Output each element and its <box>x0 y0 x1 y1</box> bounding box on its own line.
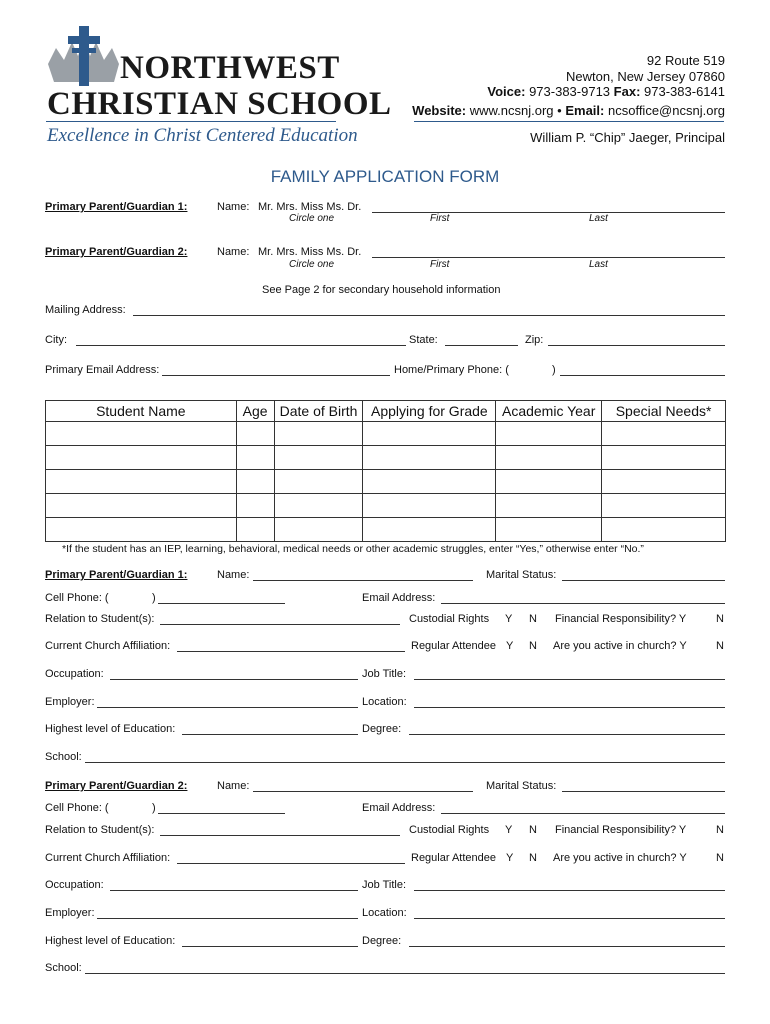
table-cell[interactable] <box>602 422 726 446</box>
address-line2: Newton, New Jersey 07860 <box>566 69 725 84</box>
church-field[interactable] <box>177 651 405 652</box>
phone-label: Home/Primary Phone: ( <box>394 364 509 376</box>
cell-field[interactable] <box>158 813 285 814</box>
guardian2-label: Primary Parent/Guardian 2: <box>45 246 188 258</box>
attendee-yes[interactable]: Y <box>506 852 514 864</box>
school-field[interactable] <box>85 973 725 974</box>
table-cell[interactable] <box>602 518 726 542</box>
city-field[interactable] <box>76 345 406 346</box>
table-cell[interactable] <box>46 470 237 494</box>
table-cell[interactable] <box>496 494 602 518</box>
school-field[interactable] <box>85 762 725 763</box>
table-cell[interactable] <box>46 518 237 542</box>
table-cell[interactable] <box>496 518 602 542</box>
first-hint: First <box>430 259 450 270</box>
education-field[interactable] <box>182 734 358 735</box>
active-label[interactable]: Are you active in church? Y <box>553 852 687 864</box>
table-cell[interactable] <box>496 422 602 446</box>
financial-no[interactable]: N <box>716 824 724 836</box>
header-divider-right <box>414 121 724 122</box>
student-table <box>45 400 726 542</box>
col-special-needs: Special Needs* <box>602 401 726 422</box>
attendee-no[interactable]: N <box>529 852 537 864</box>
employer-label: Employer: <box>45 696 95 708</box>
name-field[interactable] <box>253 580 473 581</box>
name-label: Name: <box>217 201 250 213</box>
table-cell[interactable] <box>496 470 602 494</box>
attendee-yes[interactable]: Y <box>506 640 514 652</box>
mailing-field[interactable] <box>133 315 725 316</box>
occupation-label: Occupation: <box>45 879 104 891</box>
table-cell[interactable] <box>363 494 496 518</box>
name-label: Name: <box>217 246 250 258</box>
table-cell[interactable] <box>274 494 363 518</box>
table-row <box>46 422 726 446</box>
cell-field[interactable] <box>158 603 285 604</box>
degree-field[interactable] <box>409 946 725 947</box>
name-field[interactable] <box>253 791 473 792</box>
degree-label: Degree: <box>362 723 402 735</box>
email-label: Email Address: <box>362 592 436 604</box>
table-cell[interactable] <box>602 470 726 494</box>
relation-field[interactable] <box>160 835 400 836</box>
guardian1-name-field[interactable] <box>372 212 725 213</box>
phone-close: ) <box>552 364 556 376</box>
financial-no[interactable]: N <box>716 613 724 625</box>
table-cell[interactable] <box>274 470 363 494</box>
email-link[interactable]: ncsoffice@ncsnj.org <box>607 103 725 118</box>
section-heading: Primary Parent/Guardian 1: <box>45 569 188 581</box>
web-email-line <box>412 103 725 118</box>
custodial-no[interactable]: N <box>529 824 537 836</box>
website-link[interactable]: www.ncsnj.org <box>469 103 554 118</box>
cell-label: Cell Phone: ( <box>45 802 109 814</box>
email-label: Primary Email Address: <box>45 364 160 376</box>
job-label: Job Title: <box>362 879 407 891</box>
fax-label: Fax: <box>613 84 641 99</box>
table-cell[interactable] <box>46 422 237 446</box>
title-options[interactable]: Mr. Mrs. Miss Ms. Dr. <box>258 201 362 213</box>
first-hint: First <box>430 213 450 224</box>
cell-close: ) <box>152 802 156 814</box>
table-cell[interactable] <box>602 494 726 518</box>
special-needs-footnote: *If the student has an IEP, learning, behavioral, medical needs or other academic struggles, enter “Yes,” otherwise enter “No.” <box>62 543 644 555</box>
table-cell[interactable] <box>363 422 496 446</box>
employer-field[interactable] <box>97 918 358 919</box>
table-cell[interactable] <box>236 518 274 542</box>
school-label: School: <box>45 751 82 763</box>
financial-label[interactable]: Financial Responsibility? Y <box>555 824 687 836</box>
bullet-separator: • <box>557 103 562 118</box>
education-label: Highest level of Education: <box>45 935 176 947</box>
col-grade: Applying for Grade <box>363 401 496 422</box>
col-academic-year: Academic Year <box>496 401 602 422</box>
table-cell[interactable] <box>496 446 602 470</box>
church-label: Current Church Affiliation: <box>45 640 171 652</box>
col-age: Age <box>236 401 274 422</box>
mailing-label: Mailing Address: <box>45 304 126 316</box>
school-name-line2: CHRISTIAN SCHOOL <box>47 86 392 122</box>
state-field[interactable] <box>445 345 518 346</box>
table-cell[interactable] <box>46 494 237 518</box>
name-label: Name: <box>217 569 250 581</box>
attendee-label: Regular Attendee <box>411 640 497 652</box>
tagline: Excellence in Christ Centered Education <box>47 125 358 146</box>
custodial-label: Custodial Rights <box>409 613 490 625</box>
custodial-yes[interactable]: Y <box>505 824 513 836</box>
guardian2-name-field[interactable] <box>372 257 725 258</box>
voice-number: 973-383-9713 <box>529 84 611 99</box>
circle-one-hint: Circle one <box>289 259 335 270</box>
table-cell[interactable] <box>274 446 363 470</box>
custodial-label: Custodial Rights <box>409 824 490 836</box>
occupation-label: Occupation: <box>45 668 104 680</box>
cross-crown-icon <box>46 26 121 86</box>
marital-label: Marital Status: <box>486 780 557 792</box>
phone-line <box>487 84 725 99</box>
relation-label: Relation to Student(s): <box>45 824 155 836</box>
attendee-label: Regular Attendee <box>411 852 497 864</box>
voice-label: Voice: <box>487 84 526 99</box>
marital-label: Marital Status: <box>486 569 557 581</box>
website-label: Website: <box>412 103 467 118</box>
email-field[interactable] <box>441 813 725 814</box>
state-label: State: <box>409 334 438 346</box>
name-label: Name: <box>217 780 250 792</box>
email-field[interactable] <box>162 375 390 376</box>
relation-label: Relation to Student(s): <box>45 613 155 625</box>
location-field[interactable] <box>414 918 725 919</box>
table-cell[interactable] <box>363 518 496 542</box>
financial-label[interactable]: Financial Responsibility? Y <box>555 613 687 625</box>
title-options[interactable]: Mr. Mrs. Miss Ms. Dr. <box>258 246 362 258</box>
table-cell[interactable] <box>274 422 363 446</box>
table-cell[interactable] <box>363 470 496 494</box>
education-field[interactable] <box>182 946 358 947</box>
email-label: Email: <box>565 103 605 118</box>
school-name-line1: NORTHWEST <box>120 50 340 86</box>
relation-field[interactable] <box>160 624 400 625</box>
table-cell[interactable] <box>236 470 274 494</box>
table-cell[interactable] <box>274 518 363 542</box>
job-field[interactable] <box>414 679 725 680</box>
col-student-name: Student Name <box>46 401 237 422</box>
employer-field[interactable] <box>97 707 358 708</box>
header-divider-left <box>46 121 336 122</box>
attendee-no[interactable]: N <box>529 640 537 652</box>
active-label[interactable]: Are you active in church? Y <box>553 640 687 652</box>
occupation-field[interactable] <box>110 679 358 680</box>
job-field[interactable] <box>414 890 725 891</box>
cell-label: Cell Phone: ( <box>45 592 109 604</box>
table-cell[interactable] <box>363 446 496 470</box>
table-header-row <box>46 401 726 422</box>
table-cell[interactable] <box>602 446 726 470</box>
last-hint: Last <box>589 259 608 270</box>
col-dob: Date of Birth <box>274 401 363 422</box>
table-row <box>46 518 726 542</box>
active-no[interactable]: N <box>716 852 724 864</box>
section-heading: Primary Parent/Guardian 2: <box>45 780 188 792</box>
zip-field[interactable] <box>548 345 725 346</box>
occupation-field[interactable] <box>110 890 358 891</box>
church-field[interactable] <box>177 863 405 864</box>
phone-field[interactable] <box>560 375 725 376</box>
custodial-yes[interactable]: Y <box>505 613 513 625</box>
city-label: City: <box>45 334 67 346</box>
education-label: Highest level of Education: <box>45 723 176 735</box>
degree-field[interactable] <box>409 734 725 735</box>
location-label: Location: <box>362 907 407 919</box>
zip-label: Zip: <box>525 334 544 346</box>
church-label: Current Church Affiliation: <box>45 852 171 864</box>
see-page-note: See Page 2 for secondary household information <box>262 284 501 296</box>
table-cell[interactable] <box>46 446 237 470</box>
table-cell[interactable] <box>236 494 274 518</box>
table-cell[interactable] <box>236 422 274 446</box>
school-label: School: <box>45 962 82 974</box>
marital-field[interactable] <box>562 580 725 581</box>
table-row <box>46 446 726 470</box>
degree-label: Degree: <box>362 935 402 947</box>
fax-number: 973-383-6141 <box>644 84 725 99</box>
address-line1: 92 Route 519 <box>646 53 725 68</box>
form-title: FAMILY APPLICATION FORM <box>270 167 500 186</box>
circle-one-hint: Circle one <box>289 213 335 224</box>
email-label: Email Address: <box>362 802 436 814</box>
custodial-no[interactable]: N <box>529 613 537 625</box>
location-field[interactable] <box>414 707 725 708</box>
active-no[interactable]: N <box>716 640 724 652</box>
job-label: Job Title: <box>362 668 407 680</box>
employer-label: Employer: <box>45 907 95 919</box>
guardian1-label: Primary Parent/Guardian 1: <box>45 201 188 213</box>
email-field[interactable] <box>441 603 725 604</box>
table-row <box>46 494 726 518</box>
last-hint: Last <box>589 213 608 224</box>
table-cell[interactable] <box>236 446 274 470</box>
location-label: Location: <box>362 696 407 708</box>
cell-close: ) <box>152 592 156 604</box>
principal: William P. “Chip” Jaeger, Principal <box>530 130 725 145</box>
marital-field[interactable] <box>562 791 725 792</box>
table-row <box>46 470 726 494</box>
